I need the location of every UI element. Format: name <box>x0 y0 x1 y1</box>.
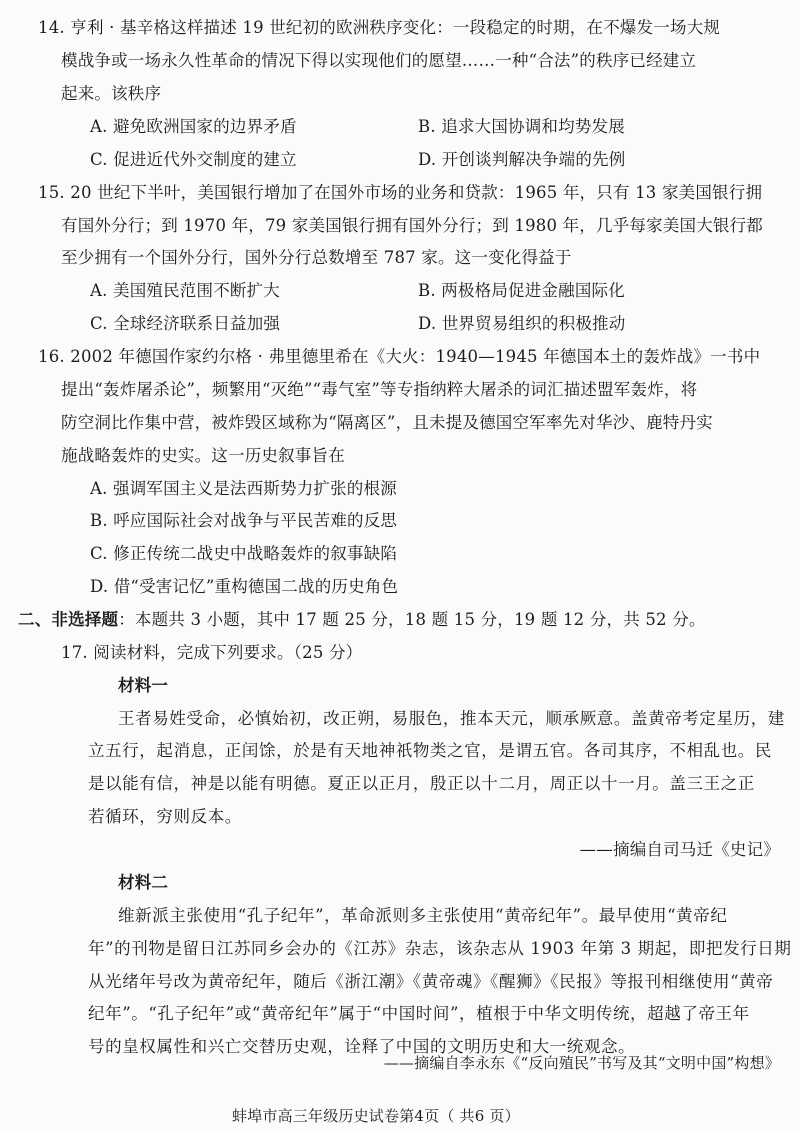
q15-option-b: B. 两极格局促进金融国际化 <box>418 281 625 301</box>
material-2-source: ——摘编自李永东《“反向殖民”书写及其“文明中国”构想》 <box>383 1054 780 1072</box>
q16-option-d: D. 借“受害记忆”重构德国二战的历史角色 <box>90 577 399 597</box>
q14-option-c: C. 促进近代外交制度的建立 <box>90 149 297 169</box>
material-2-line-1: 维新派主张使用“孔子纪年”，革命派则多主张使用“黄帝纪年”。最早使用“黄帝纪 <box>118 905 728 925</box>
material-2-title: 材料二 <box>118 872 169 892</box>
q15-option-a: A. 美国殖民范围不断扩大 <box>90 281 281 301</box>
material-1-line-1: 王者易姓受命，必慎始初，改正朔，易服色，推本天元，顺承厥意。盖黄帝考定星历，建 <box>118 708 785 728</box>
q16-stem-line-2: 提出“轰炸屠杀论”，频繁用“灭绝”“毒气室”等专指纳粹大屠杀的词汇描述盟军轰炸，将 <box>61 379 698 399</box>
q17-stem: 17. 阅读材料，完成下列要求。（25 分） <box>61 642 363 662</box>
q15-stem-line-1: 15. 20 世纪下半叶，美国银行增加了在国外市场的业务和贷款：1965 年，只有 13 家美国银行拥 <box>38 182 763 202</box>
q16-stem-line-4: 施战略轰炸的史实。这一历史叙事旨在 <box>61 445 345 465</box>
q15-option-c: C. 全球经济联系日益加强 <box>90 314 281 334</box>
material-1-line-3: 是以能有信，神是以能有明德。夏正以正月，殷正以十二月，周正以十一月。盖三王之正 <box>88 774 755 794</box>
material-1-line-4: 若循环，穷则反本。 <box>88 807 242 827</box>
q16-stem-line-1: 16. 2002 年德国作家约尔格 · 弗里德里希在《大火：1940—1945 年德国本土的轰炸战》一书中 <box>38 347 761 367</box>
material-2-line-4: 纪年”。“孔子纪年”或“黄帝纪年”属于“中国时间”，植根于中华文明传统，超越了帝王年 <box>88 1004 750 1024</box>
q14-stem-line-2: 模战争或一场永久性革命的情况下得以实现他们的愿望……一种“合法”的秩序已经建立 <box>61 51 697 71</box>
q16-option-a: A. 强调军国主义是法西斯势力扩张的根源 <box>90 478 397 498</box>
q15-option-d: D. 世界贸易组织的积极推动 <box>418 314 626 334</box>
material-1-title: 材料一 <box>118 675 169 695</box>
page-footer: 蚌埠市高三年级历史试卷第4页（ 共6 页） <box>232 1107 520 1125</box>
section-2-heading: 二、非选择题 <box>18 610 119 629</box>
material-1-line-2: 立五行，起消息，正闰馀，於是有天地神祇物类之官，是谓五官。各司其序，不相乱也。民 <box>88 741 772 761</box>
q15-stem-line-3: 至少拥有一个国外分行，国外分行总数增至 787 家。这一变化得益于 <box>61 248 572 268</box>
section-2-header <box>18 608 706 632</box>
q16-option-c: C. 修正传统二战史中战略轰炸的叙事缺陷 <box>90 544 398 564</box>
material-2-line-3: 从光绪年号改为黄帝纪年，随后《浙江潮》《黄帝魂》《醒狮》《民报》等报刊相继使用“黄帝 <box>88 971 774 991</box>
q14-option-a: A. 避免欧洲国家的边界矛盾 <box>90 116 297 136</box>
q16-stem-line-3: 防空洞比作集中营，被炸毁区域称为“隔离区”，且未提及德国空军率先对华沙、鹿特丹实 <box>61 412 713 432</box>
q14-option-b: B. 追求大国协调和均势发展 <box>418 116 625 136</box>
q14-stem-line-3: 起来。该秩序 <box>61 84 162 104</box>
q14-option-d: D. 开创谈判解决争端的先例 <box>418 149 626 169</box>
q15-stem-line-2: 有国外分行；到 1970 年，79 家美国银行拥有国外分行；到 1980 年，几乎每家美国大银行都 <box>61 215 764 235</box>
q16-option-b: B. 呼应国际社会对战争与平民苦难的反思 <box>90 511 398 531</box>
q14-stem-line-1: 14. 亨利 · 基辛格这样描述 19 世纪初的欧洲秩序变化：一段稳定的时期，在不爆发一场大规 <box>38 18 721 38</box>
section-2-text: ：本题共 3 小题，其中 17 题 25 分，18 题 15 分，19 题 12 分，共 52 分。 <box>118 610 706 629</box>
material-2-line-5: 号的皇权属性和兴亡交替历史观，诠释了中国的文明历史和大一统观念。 <box>88 1037 636 1057</box>
material-1-source: ——摘编自司马迁《史记》 <box>579 840 780 860</box>
material-2-line-2: 年”的刊物是留日江苏同乡会办的《江苏》杂志，该杂志从 1903 年第 3 期起，即把发行日期 <box>88 938 792 958</box>
